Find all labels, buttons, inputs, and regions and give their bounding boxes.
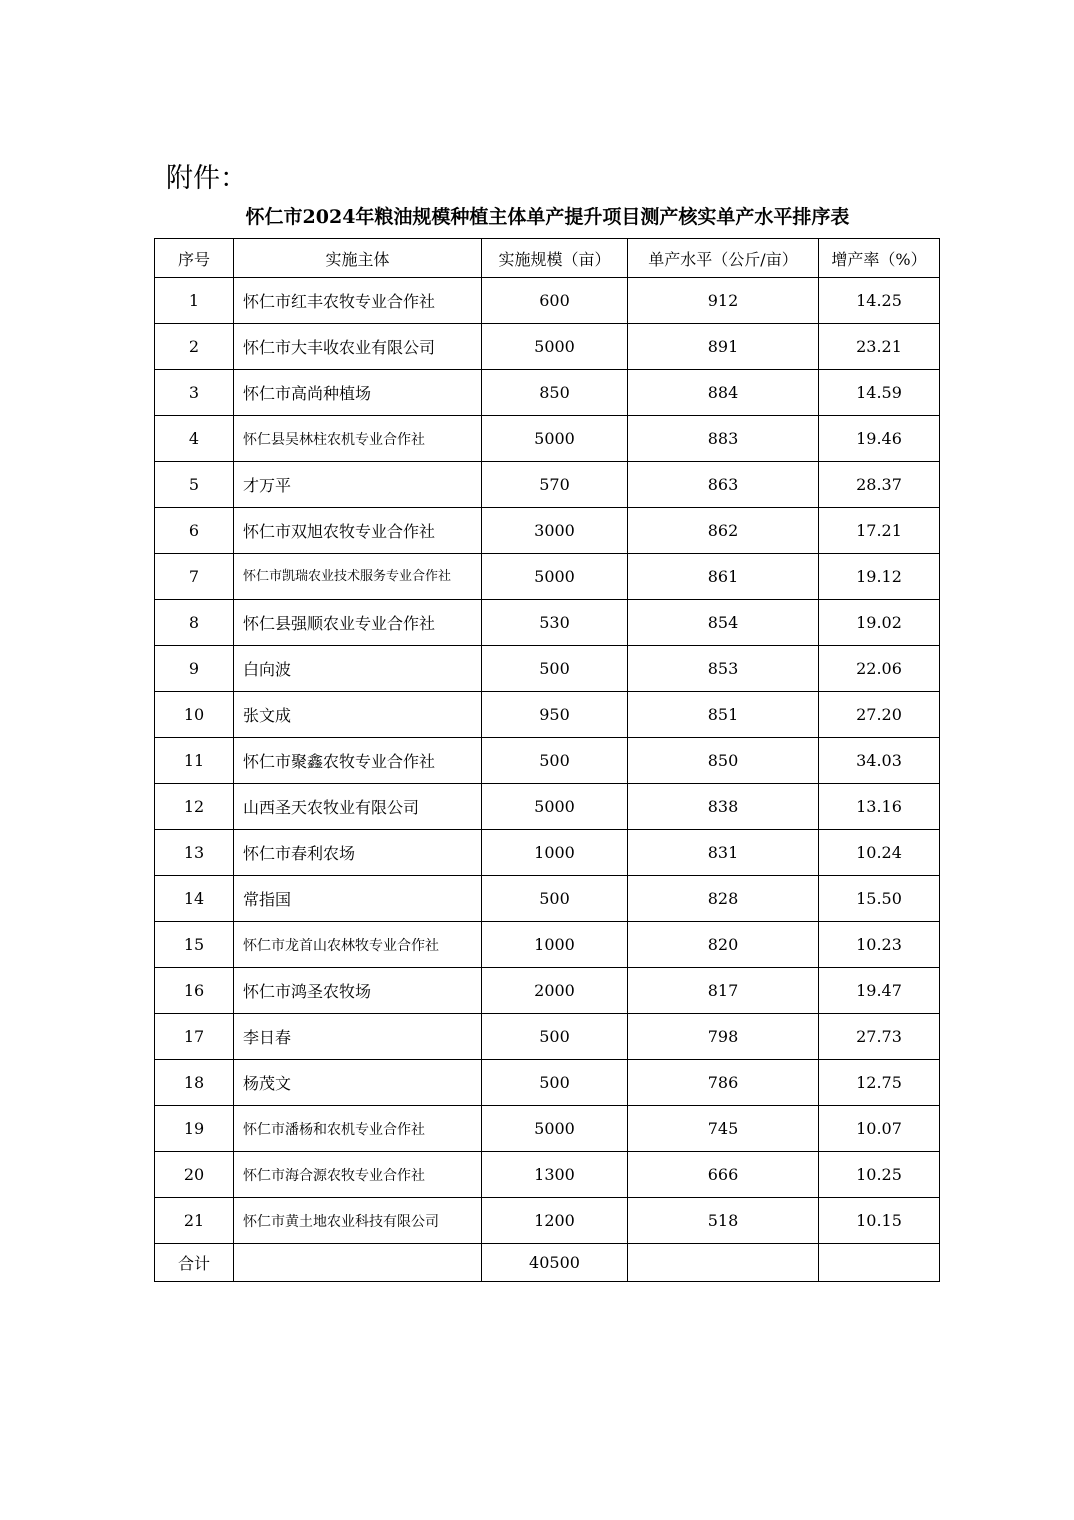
row-scale: 1000	[482, 830, 628, 876]
row-no: 2	[155, 324, 234, 370]
row-scale: 3000	[482, 508, 628, 554]
row-yield: 817	[628, 968, 819, 1014]
row-no: 4	[155, 416, 234, 462]
row-entity: 怀仁市黄土地农业科技有限公司	[234, 1198, 482, 1244]
row-rate: 27.20	[819, 692, 940, 738]
row-no: 7	[155, 554, 234, 600]
header-yield: 单产水平（公斤/亩）	[628, 239, 819, 278]
row-yield: 851	[628, 692, 819, 738]
row-no: 16	[155, 968, 234, 1014]
table-row	[155, 1014, 940, 1060]
row-rate: 15.50	[819, 876, 940, 922]
table-row	[155, 1106, 940, 1152]
row-rate: 27.73	[819, 1014, 940, 1060]
row-no: 8	[155, 600, 234, 646]
row-entity: 怀仁市凯瑞农业技术服务专业合作社	[234, 554, 482, 600]
row-yield: 820	[628, 922, 819, 968]
row-yield: 666	[628, 1152, 819, 1198]
row-entity: 杨茂文	[234, 1060, 482, 1106]
row-rate: 10.15	[819, 1198, 940, 1244]
table-row	[155, 600, 940, 646]
row-rate: 14.25	[819, 278, 940, 324]
total-label: 合计	[155, 1244, 234, 1282]
row-no: 15	[155, 922, 234, 968]
row-no: 18	[155, 1060, 234, 1106]
row-yield: 850	[628, 738, 819, 784]
row-scale: 5000	[482, 784, 628, 830]
table-row	[155, 508, 940, 554]
table-row	[155, 646, 940, 692]
row-scale: 500	[482, 1060, 628, 1106]
header-no: 序号	[155, 239, 234, 278]
header-entity: 实施主体	[234, 239, 482, 278]
row-entity: 怀仁市红丰农牧专业合作社	[234, 278, 482, 324]
row-yield: 891	[628, 324, 819, 370]
row-rate: 10.25	[819, 1152, 940, 1198]
row-scale: 500	[482, 646, 628, 692]
row-rate: 12.75	[819, 1060, 940, 1106]
row-scale: 5000	[482, 1106, 628, 1152]
row-scale: 850	[482, 370, 628, 416]
header-rate: 增产率（%）	[819, 239, 940, 278]
row-scale: 500	[482, 1014, 628, 1060]
row-entity: 怀仁县强顺农业专业合作社	[234, 600, 482, 646]
table-row	[155, 876, 940, 922]
table-row	[155, 324, 940, 370]
row-rate: 23.21	[819, 324, 940, 370]
row-yield: 798	[628, 1014, 819, 1060]
row-yield: 831	[628, 830, 819, 876]
table-row	[155, 370, 940, 416]
row-no: 9	[155, 646, 234, 692]
row-yield: 883	[628, 416, 819, 462]
row-scale: 2000	[482, 968, 628, 1014]
row-rate: 10.07	[819, 1106, 940, 1152]
row-entity: 张文成	[234, 692, 482, 738]
table-row	[155, 554, 940, 600]
table-header-row	[155, 239, 940, 278]
table-row	[155, 692, 940, 738]
row-no: 21	[155, 1198, 234, 1244]
row-scale: 5000	[482, 416, 628, 462]
row-yield: 828	[628, 876, 819, 922]
row-entity: 怀仁市鸿圣农牧场	[234, 968, 482, 1014]
row-rate: 19.47	[819, 968, 940, 1014]
row-rate: 19.12	[819, 554, 940, 600]
row-no: 14	[155, 876, 234, 922]
row-entity: 怀仁市大丰收农业有限公司	[234, 324, 482, 370]
table-row	[155, 278, 940, 324]
row-no: 6	[155, 508, 234, 554]
yield-ranking-table	[154, 238, 940, 1282]
row-scale: 500	[482, 738, 628, 784]
row-no: 19	[155, 1106, 234, 1152]
row-scale: 5000	[482, 324, 628, 370]
row-no: 20	[155, 1152, 234, 1198]
total-rate-cell	[819, 1244, 940, 1282]
row-yield: 786	[628, 1060, 819, 1106]
row-no: 5	[155, 462, 234, 508]
table-row	[155, 968, 940, 1014]
row-yield: 518	[628, 1198, 819, 1244]
row-entity: 山西圣天农牧业有限公司	[234, 784, 482, 830]
row-rate: 22.06	[819, 646, 940, 692]
row-no: 3	[155, 370, 234, 416]
row-scale: 600	[482, 278, 628, 324]
row-rate: 19.02	[819, 600, 940, 646]
row-yield: 838	[628, 784, 819, 830]
row-rate: 10.23	[819, 922, 940, 968]
row-scale: 530	[482, 600, 628, 646]
total-yield-cell	[628, 1244, 819, 1282]
total-scale: 40500	[482, 1244, 628, 1282]
row-scale: 5000	[482, 554, 628, 600]
table-row	[155, 1198, 940, 1244]
row-entity: 怀仁市龙首山农林牧专业合作社	[234, 922, 482, 968]
row-yield: 853	[628, 646, 819, 692]
table-row	[155, 738, 940, 784]
row-entity: 李日春	[234, 1014, 482, 1060]
row-yield: 862	[628, 508, 819, 554]
table-row	[155, 1152, 940, 1198]
attachment-label: 附件：	[166, 163, 247, 194]
row-rate: 34.03	[819, 738, 940, 784]
row-entity: 怀仁市潘杨和农机专业合作社	[234, 1106, 482, 1152]
row-yield: 912	[628, 278, 819, 324]
row-entity: 怀仁市聚鑫农牧专业合作社	[234, 738, 482, 784]
row-yield: 745	[628, 1106, 819, 1152]
row-entity: 常指国	[234, 876, 482, 922]
row-entity: 白向波	[234, 646, 482, 692]
header-scale: 实施规模（亩）	[482, 239, 628, 278]
table-row	[155, 784, 940, 830]
row-scale: 950	[482, 692, 628, 738]
table-row	[155, 416, 940, 462]
row-entity: 怀仁市双旭农牧专业合作社	[234, 508, 482, 554]
table-row	[155, 462, 940, 508]
table-row	[155, 922, 940, 968]
table-row	[155, 1060, 940, 1106]
row-rate: 28.37	[819, 462, 940, 508]
table-row	[155, 830, 940, 876]
row-entity: 怀仁县吴林柱农机专业合作社	[234, 416, 482, 462]
row-rate: 17.21	[819, 508, 940, 554]
row-no: 17	[155, 1014, 234, 1060]
row-no: 11	[155, 738, 234, 784]
row-yield: 854	[628, 600, 819, 646]
row-scale: 500	[482, 876, 628, 922]
row-yield: 884	[628, 370, 819, 416]
row-rate: 14.59	[819, 370, 940, 416]
total-entity-cell	[234, 1244, 482, 1282]
row-scale: 1300	[482, 1152, 628, 1198]
row-yield: 861	[628, 554, 819, 600]
document-title: 怀仁市2024年粮油规模种植主体单产提升项目测产核实单产水平排序表	[245, 206, 850, 228]
row-rate: 19.46	[819, 416, 940, 462]
row-no: 1	[155, 278, 234, 324]
row-entity: 怀仁市春利农场	[234, 830, 482, 876]
row-no: 13	[155, 830, 234, 876]
total-row	[155, 1244, 940, 1282]
row-scale: 1000	[482, 922, 628, 968]
row-entity: 怀仁市海合源农牧专业合作社	[234, 1152, 482, 1198]
row-yield: 863	[628, 462, 819, 508]
row-rate: 10.24	[819, 830, 940, 876]
row-entity: 怀仁市高尚种植场	[234, 370, 482, 416]
row-scale: 1200	[482, 1198, 628, 1244]
row-no: 12	[155, 784, 234, 830]
row-scale: 570	[482, 462, 628, 508]
row-entity: 才万平	[234, 462, 482, 508]
row-no: 10	[155, 692, 234, 738]
row-rate: 13.16	[819, 784, 940, 830]
